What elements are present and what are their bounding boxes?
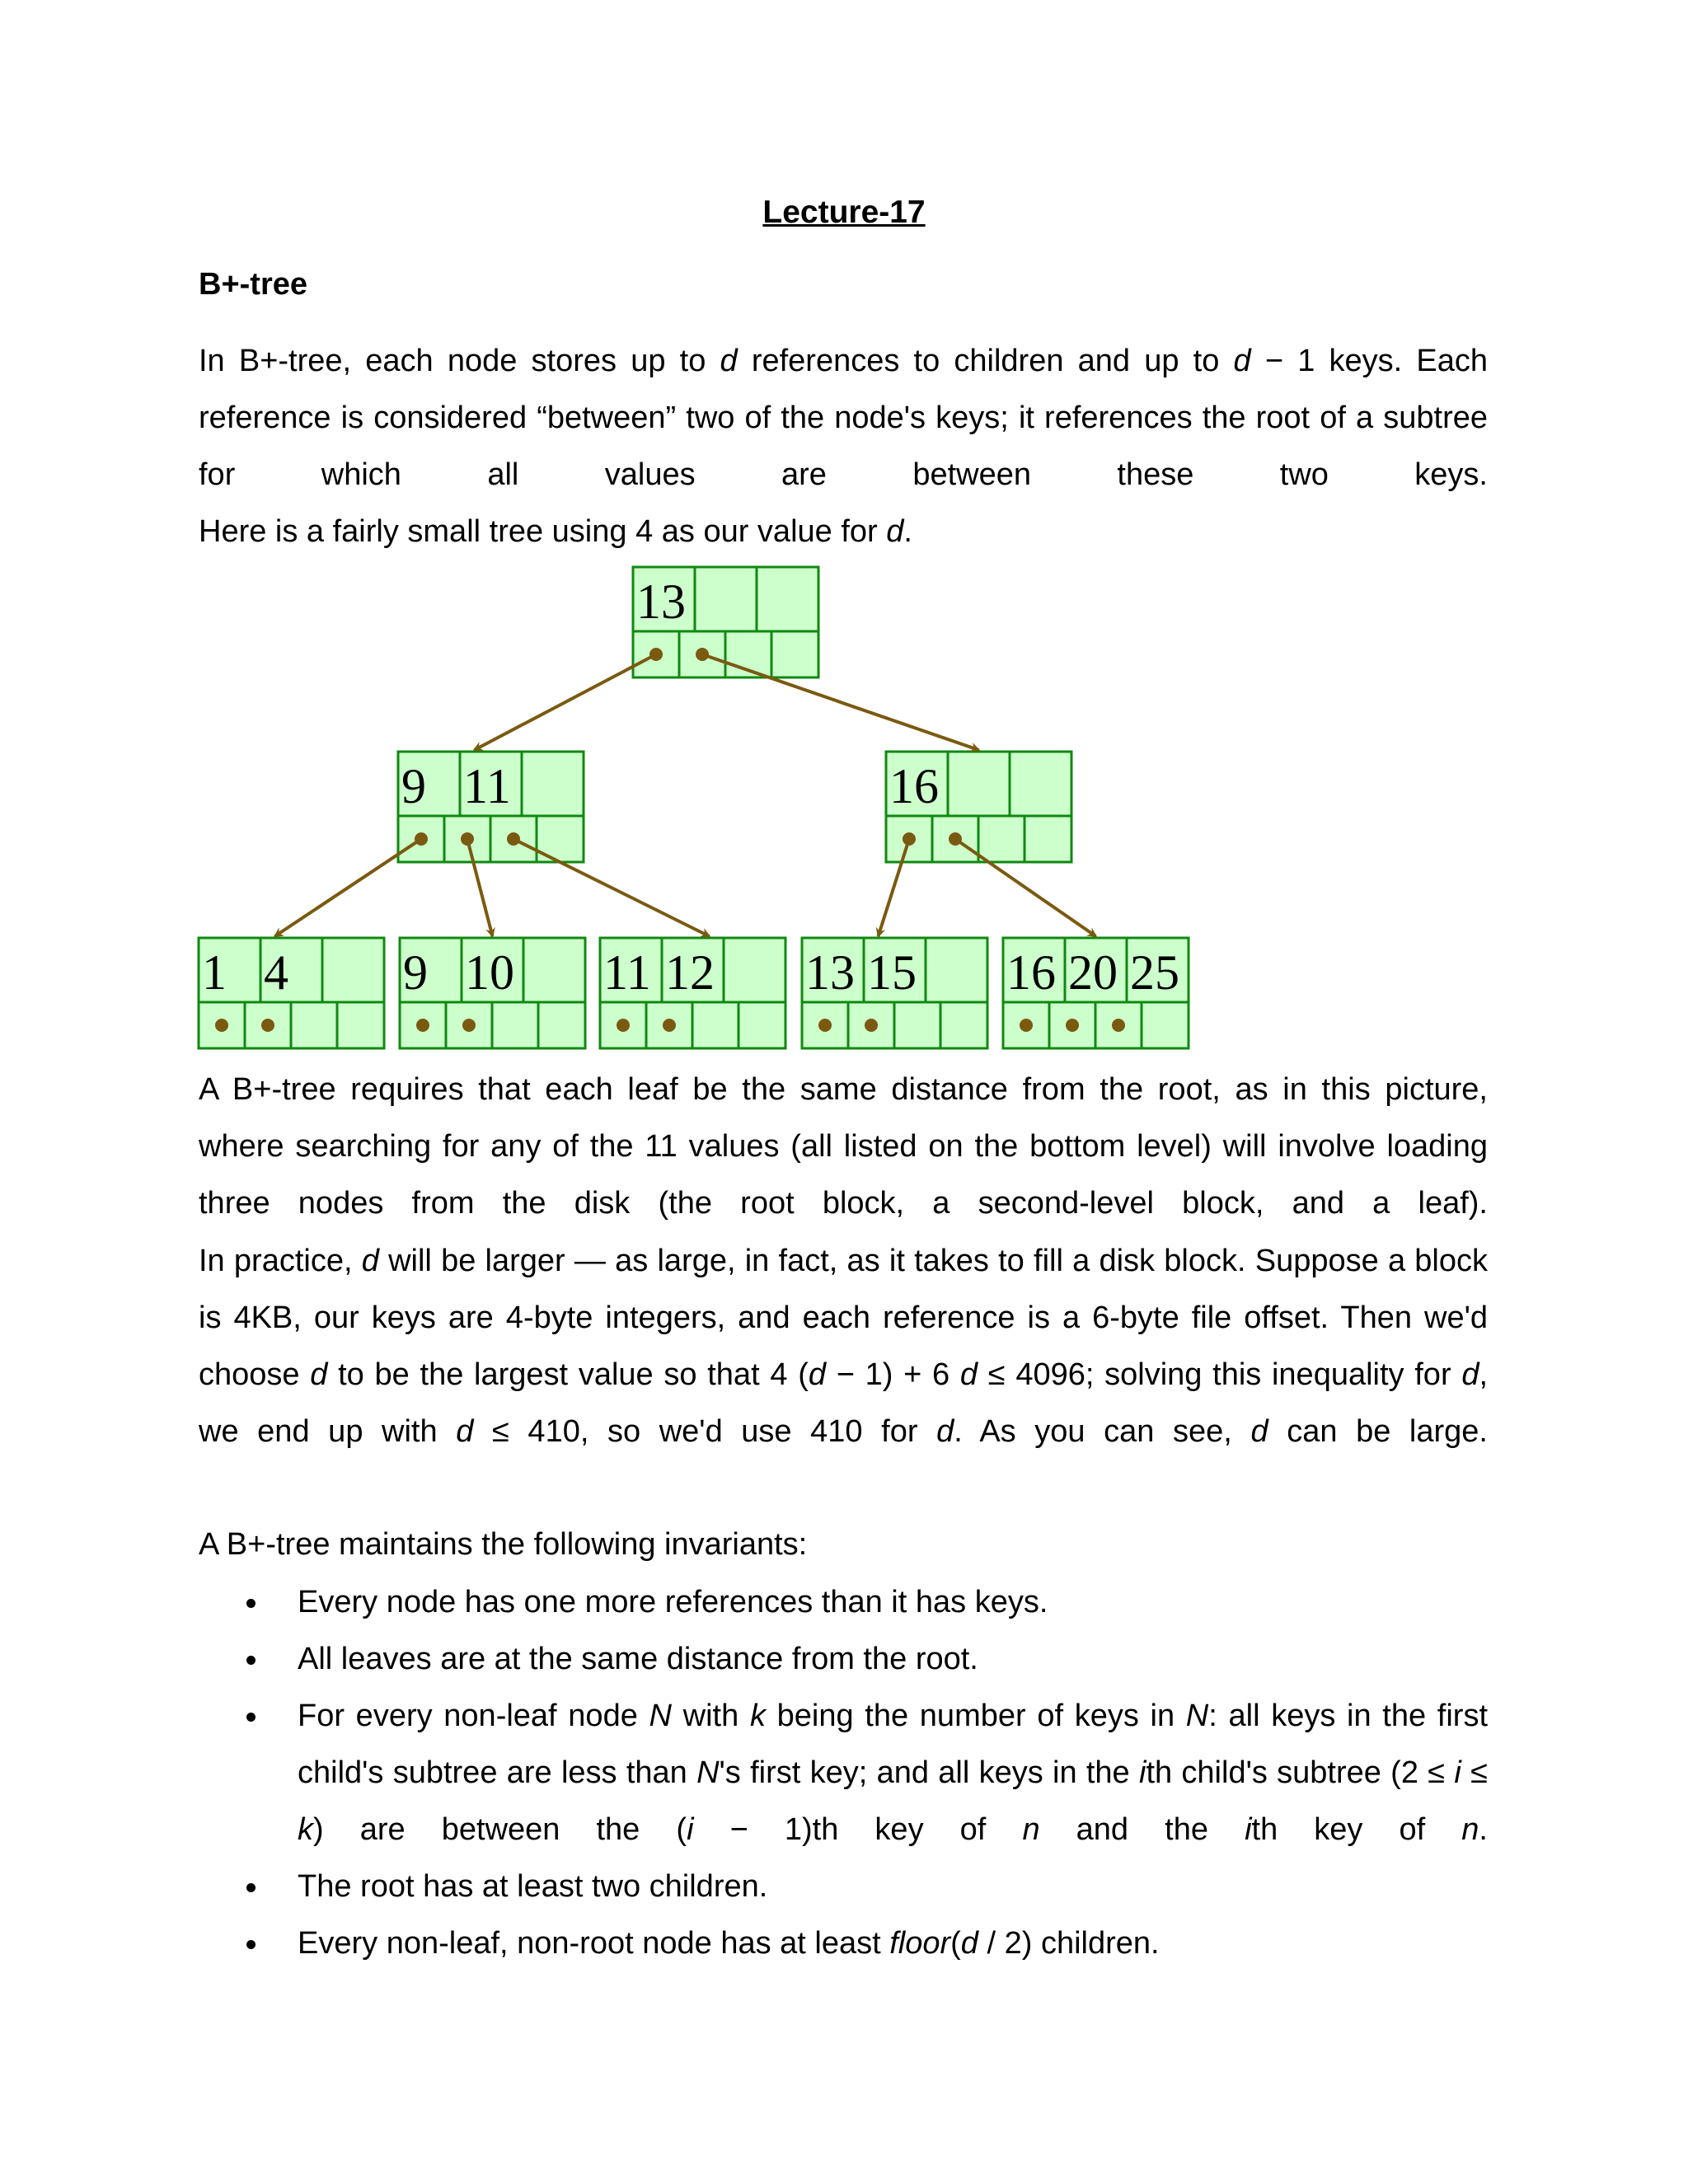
text-run: ≤: [1461, 1755, 1488, 1790]
italic-run: d: [936, 1414, 954, 1449]
key-label: 16: [1006, 945, 1056, 1000]
section-heading: B+-tree: [199, 267, 307, 302]
text-run: , we end up with: [199, 1357, 1489, 1449]
invariant-item: [199, 1915, 1488, 1972]
pointer-cell: [978, 816, 1025, 862]
text-run: In practice,: [199, 1244, 362, 1278]
italic-run: d: [310, 1357, 328, 1392]
bullet-dot: [246, 1940, 256, 1949]
italic-run: d: [1461, 1357, 1479, 1392]
text-run: th child's subtree (2 ≤: [1146, 1755, 1455, 1790]
pointer-cell: [894, 1002, 940, 1048]
key-label: 1: [202, 945, 227, 1000]
invariants-intro-text: [199, 1516, 1488, 1573]
invariant-text: [298, 1858, 1488, 1915]
pointer-dot: [865, 1019, 878, 1032]
italic-run: floor: [889, 1926, 951, 1961]
pointer-dot: [1066, 1019, 1079, 1032]
text-run: 's first key; and all keys in the: [719, 1755, 1139, 1790]
pointer-cell: [1025, 816, 1071, 862]
key-label: 13: [805, 945, 855, 1000]
leaf-distance-text: [199, 1062, 1488, 1232]
tree-node-leaf-16-20-25: [1003, 938, 1189, 1048]
italic-run: d: [720, 344, 738, 378]
pointer-cell: [771, 631, 818, 677]
key-label: 11: [603, 945, 651, 1000]
key-label: 4: [264, 945, 288, 1000]
key-label: 15: [867, 945, 917, 1000]
italic-run: k: [749, 1699, 766, 1733]
text-run: A B+-tree requires that each leaf be the same distance from the root, as in this picture, where searching for any of the 11 values (all listed on the bottom level) will involve loading three nodes from the disk (the root block, a second-level block, and a leaf).: [199, 1072, 1488, 1221]
invariant-item: [199, 1858, 1488, 1915]
key-label: 12: [665, 945, 715, 1000]
pointer-cell: [337, 1002, 384, 1048]
italic-run: d: [886, 514, 904, 549]
italic-run: N: [696, 1755, 720, 1790]
text-run: (: [950, 1926, 961, 1961]
text-run: will be larger — as large, in fact, as it takes to fill a disk block. Suppose a block is 4KB, our keys are 4-byte integers, and each reference is a 6-byte file offset. Then we'd choose: [199, 1244, 1489, 1392]
italic-run: i: [1245, 1812, 1252, 1847]
key-label: 11: [463, 759, 511, 813]
italic-run: n: [1461, 1812, 1479, 1847]
key-label: 16: [889, 759, 939, 813]
invariants-intro: [199, 1516, 1488, 1573]
text-run: Every non-leaf, non-root node has at least: [298, 1926, 890, 1961]
text-run: can be large.: [1268, 1414, 1488, 1449]
text-run: . As you can see,: [954, 1414, 1251, 1449]
page-title: Lecture-17: [762, 194, 926, 230]
italic-run: i: [687, 1812, 694, 1847]
invariant-text: [298, 1915, 1488, 1972]
text-run: .: [1479, 1812, 1488, 1847]
pointer-dot: [462, 1019, 476, 1032]
invariants-list: [199, 1574, 1488, 1972]
italic-run: i: [1138, 1755, 1146, 1790]
text-run: to be the largest value so that 4 (: [327, 1357, 809, 1392]
bullet-dot: [246, 1656, 256, 1665]
text-run: and the: [1039, 1812, 1245, 1847]
practice-paragraph: [199, 1233, 1488, 1460]
key-label: 10: [465, 945, 514, 1000]
pointer-cell: [538, 1002, 585, 1048]
italic-run: k: [298, 1812, 313, 1847]
text-run: − 1 keys. Each reference is considered “between” two of the node's keys; it references the root of a subtree for which all values are between these two keys.: [199, 344, 1488, 492]
italic-run: d: [960, 1926, 978, 1961]
tree-node-leaf-1-4: [199, 938, 384, 1048]
italic-run: d: [1250, 1414, 1268, 1449]
tree-node-n9-11: [398, 752, 584, 862]
pointer-dot: [1112, 1019, 1125, 1032]
italic-run: d: [959, 1357, 978, 1392]
italic-run: i: [1454, 1755, 1461, 1790]
text-run: The root has at least two children.: [298, 1869, 768, 1904]
text-run: ≤ 410, so we'd use 410 for: [473, 1414, 937, 1449]
invariant-text: [298, 1688, 1488, 1858]
text-run: with: [671, 1699, 750, 1733]
text-run: Here is a fairly small tree using 4 as our value for: [199, 514, 887, 549]
key-label: 9: [403, 945, 428, 1000]
bullet-dot: [246, 1599, 256, 1608]
invariant-text: [298, 1631, 1488, 1688]
tree-node-n16: [886, 752, 1071, 862]
key-cell: [724, 938, 785, 1002]
tree-node-leaf-13-15: [802, 938, 987, 1048]
pointer-dot: [215, 1019, 228, 1032]
tree-edge-root-to-n16: [702, 654, 979, 750]
pointer-dot: [663, 1019, 676, 1032]
practice-text: [199, 1233, 1488, 1460]
key-cell: [322, 938, 384, 1002]
invariant-item: [199, 1574, 1488, 1631]
pointer-cell: [1142, 1002, 1189, 1048]
invariant-item: [199, 1688, 1488, 1858]
key-label: 13: [636, 574, 686, 629]
text-run: ) are between the (: [313, 1812, 687, 1847]
invariant-text: [298, 1574, 1488, 1631]
pointer-cell: [940, 1002, 987, 1048]
text-run: A B+-tree maintains the following invariants:: [199, 1527, 808, 1562]
text-run: being the number of keys in: [765, 1699, 1186, 1733]
pointer-dot: [1020, 1019, 1033, 1032]
tree-node-leaf-11-12: [600, 938, 785, 1048]
pointer-cell: [291, 1002, 337, 1048]
pointer-dot: [416, 1019, 429, 1032]
tree-edge-root-to-n9-11: [475, 654, 657, 750]
key-cell: [1010, 752, 1071, 816]
italic-run: d: [808, 1357, 826, 1392]
pointer-cell: [692, 1002, 738, 1048]
italic-run: d: [1233, 344, 1251, 378]
key-cell: [522, 752, 584, 816]
key-cell: [926, 938, 987, 1002]
pointer-dot: [617, 1019, 630, 1032]
leaf-distance-paragraph: [199, 1062, 1488, 1232]
text-run: ≤ 4096; solving this inequality for: [978, 1357, 1462, 1392]
text-run: All leaves are at the same distance from the root.: [298, 1642, 978, 1676]
tree-edge-n9-11-to-leaf-1-4: [275, 839, 422, 936]
key-cell: [695, 567, 757, 631]
pointer-cell: [738, 1002, 785, 1048]
bullet-dot: [246, 1883, 256, 1892]
key-cell: [523, 938, 585, 1002]
text-run: references to children and up to: [737, 344, 1234, 378]
bullet-dot: [246, 1713, 256, 1722]
tree-edge-n9-11-to-leaf-11-12: [513, 839, 710, 936]
text-run: In B+-tree, each node stores up to: [199, 344, 720, 378]
text-run: : all keys in the first child's subtree are less than: [298, 1699, 1488, 1790]
text-run: .: [903, 514, 912, 549]
italic-run: d: [361, 1244, 379, 1278]
pointer-dot: [818, 1019, 832, 1032]
tree-node-leaf-9-10: [400, 938, 585, 1048]
invariant-item: [199, 1631, 1488, 1688]
key-label: 20: [1068, 945, 1118, 1000]
text-run: − 1)th key of: [693, 1812, 1023, 1847]
text-run: Every node has one more references than it has keys.: [298, 1585, 1048, 1619]
key-label: 25: [1130, 945, 1179, 1000]
text-run: − 1) + 6: [826, 1357, 960, 1392]
bplus-tree-diagram: [0, 0, 1688, 1071]
text-run: For every non-leaf node: [298, 1699, 649, 1733]
text-run: th key of: [1251, 1812, 1462, 1847]
italic-run: N: [1185, 1699, 1209, 1733]
key-label: 9: [401, 759, 426, 813]
pointer-dot: [261, 1019, 274, 1032]
italic-run: n: [1022, 1812, 1040, 1847]
key-cell: [948, 752, 1010, 816]
text-run: / 2) children.: [978, 1926, 1160, 1961]
italic-run: N: [649, 1699, 672, 1733]
italic-run: d: [456, 1414, 474, 1449]
pointer-cell: [492, 1002, 538, 1048]
key-cell: [757, 567, 818, 631]
